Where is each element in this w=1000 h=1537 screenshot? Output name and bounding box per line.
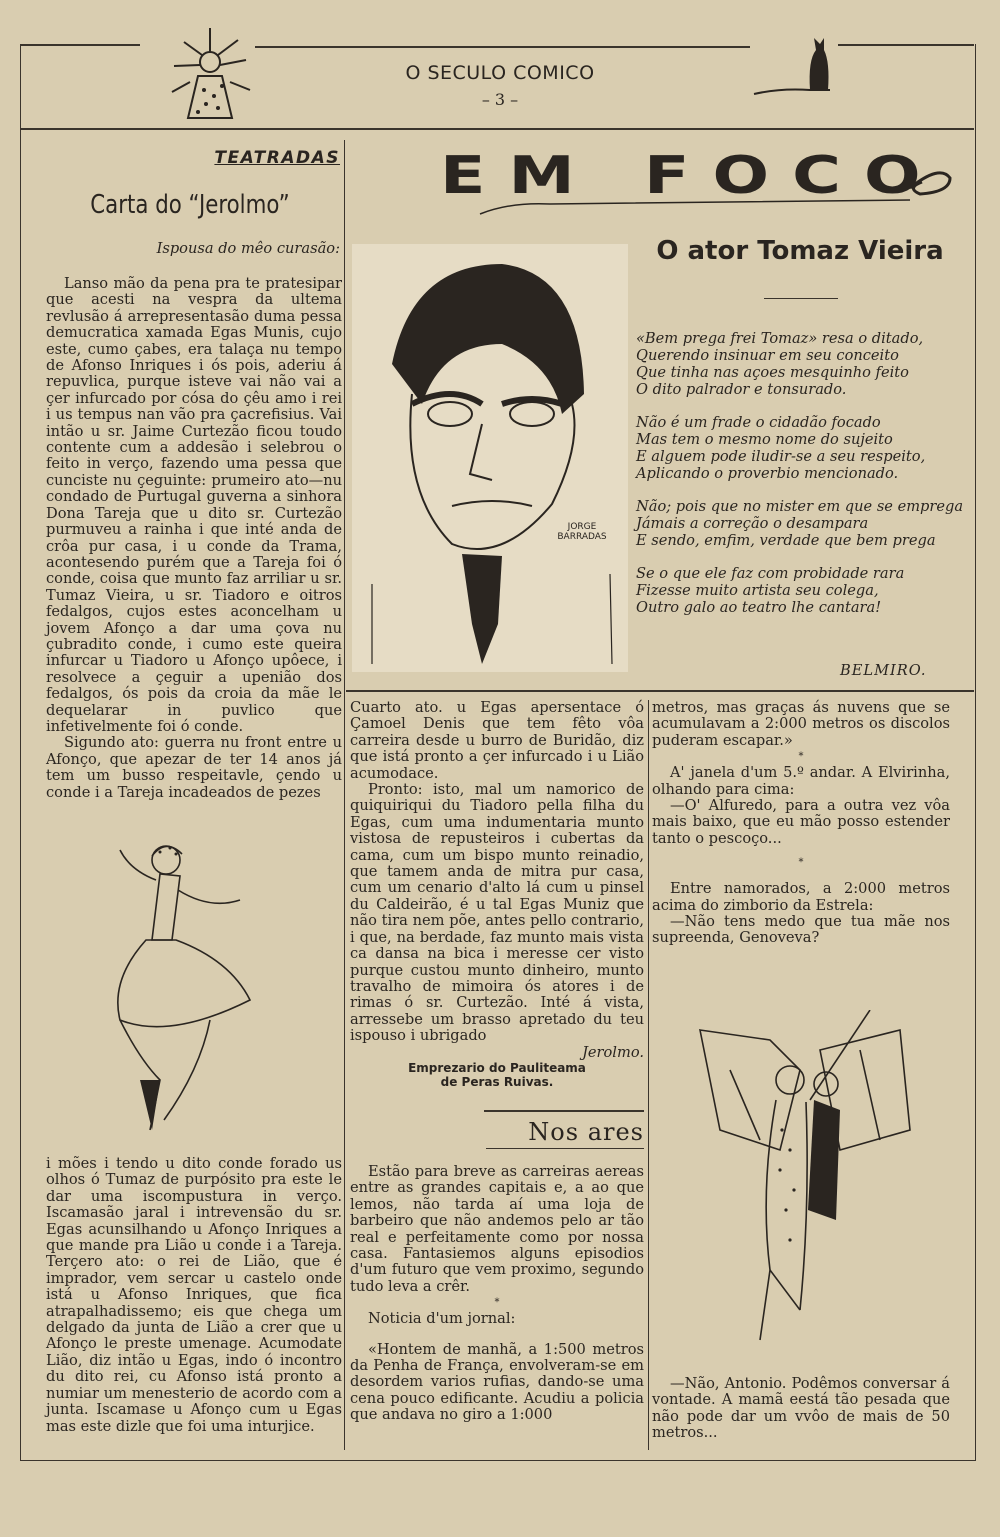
flying-couple-illustration <box>690 1010 920 1370</box>
em-foco-flourish <box>450 158 960 218</box>
clown-doll-icon <box>160 20 260 128</box>
paragraph: Noticia d'um jornal: <box>368 1310 516 1328</box>
paragraph: —O' Alfuredo, para a outra vez vôa mais baixo, que eu mão posso estender tanto o pescoço... <box>652 797 950 847</box>
paragraph: Sigundo ato: guerra nu front entre u Afonço, que apezar de ter 14 anos já tem um busso respeitavle, çendo u conde i a Tareja incadeados de pezes <box>46 734 342 801</box>
paragraph: —Não, Antonio. Podêmos conversar á vontade. A mamã eestá tão pesada que não pode dar um vvôo de mais de 50 metros... <box>652 1375 950 1442</box>
nos-ares-column-3-bottom <box>652 1376 950 1442</box>
paragraph: Entre namorados, a 2:000 metros acima do zimborio da Estrela: <box>652 880 950 914</box>
verse: «Bem prega frei Tomaz» resa o ditado, <box>636 330 924 347</box>
article-title-ator: O ator Tomaz Vieira <box>656 236 944 266</box>
nos-ares-column-2 <box>350 1164 644 1424</box>
em-foco-bottom-rule <box>346 690 974 692</box>
portrait-drawing <box>352 244 628 672</box>
article-title-carta: Carta do “Jerolmo” <box>90 190 290 220</box>
paragraph: Pronto: isto, mal um namorico de quiquiriqui du Tiadoro pella filha du Egas, cum uma indumentaria munto vistosa de repusteiros i cubertas da cama, cum um bispo munto reinadio, que tamem anda de mitra pur casa, cum um cenario d'alto lá cum u pinsel du Caldeirão, é u tal Egas Muniz que não tira nem põe, antes pello contrario, i que, na berdade, faz munto mais vista ca dansa na bica i meresse cer visto purque custou munto dinheiro, munto travalho de mimoira ós atores i de rimas ó sr. Curtezão. Inté á vista, arressebe um brasso apretado du teu ispouso i ubrigado <box>350 781 644 1045</box>
separator-star: * <box>798 857 804 869</box>
signature-title-line-2: de Peras Ruivas. <box>440 1074 554 1089</box>
verse: Jámais a correção o desampara <box>636 515 869 532</box>
verse: Querendo insinuar em seu conceito <box>636 347 899 364</box>
verse: E sendo, emfim, verdade que bem prega <box>636 532 936 549</box>
artist-credit: JORGE BARRADAS <box>557 522 607 542</box>
verse: Mas tem o mesmo nome do sujeito <box>636 431 893 448</box>
caricature-portrait <box>352 244 628 672</box>
signature-title-line-1: Emprezario do Pauliteama <box>408 1060 586 1075</box>
verse: Aplicando o proverbio mencionado. <box>636 465 899 482</box>
poem-author: BELMIRO. <box>840 662 927 679</box>
verse: E alguem pode iludir-se a seu respeito, <box>636 448 926 465</box>
stanza-1 <box>636 330 976 398</box>
verse: Não é um frade o cidadão focado <box>636 414 881 431</box>
dancer-illustration <box>90 830 260 1150</box>
paragraph: —Não tens medo que tua mãe nos supreenda, Genoveva? <box>652 913 950 947</box>
article-column-1-bottom <box>46 1156 342 1435</box>
section-heading-nos-ares: Nos ares <box>528 1118 644 1146</box>
paragraph: Cuarto ato. u Egas apersentace ó Çamoel Denis que tem fêto vôa carreira desde u burro de Buridão, diz que istá pronto a çer infurcado i u Lião acumodace. <box>350 699 644 782</box>
stanza-4 <box>636 565 976 616</box>
paragraph: metros, mas graças ás nuvens que se acumulavam a 2:000 metros os discolos puderam escapar.» <box>652 699 950 749</box>
verse: Não; pois que no mister em que se emprega <box>636 498 964 515</box>
separator-star: * <box>494 1297 500 1309</box>
nos-ares-column-3 <box>652 700 950 947</box>
newspaper-title: O SECULO COMICO <box>405 62 595 84</box>
stanza-2 <box>636 414 976 482</box>
page-number: – 3 – <box>481 90 519 109</box>
section-heading-em-foco: EM FOCO <box>440 146 944 206</box>
verse: O dito palrador e tonsurado. <box>636 381 847 398</box>
column-divider-2 <box>648 700 649 1450</box>
paragraph: «Hontem de manhã, a 1:500 metros da Penha de França, envolveram-se em desordem varios rufias, dando-se uma cena pouco edificante. Acudiu a policia que andava no giro a 1:000 <box>350 1340 644 1424</box>
cat-icon <box>750 30 840 100</box>
title-short-rule <box>764 298 838 299</box>
salutation: Ispousa do mêo curasão: <box>156 240 340 257</box>
paragraph: Estão para breve as carreiras aereas entre as grandes capitais e, a ao que lemos, não tarda aí uma loja de barbeiro que não andemos pelo ar tão real e perfeitamente como por nossa casa. Fantasiemos alguns episodios d'um futuro que vem proximo, segundo tudo leva a crêr. <box>350 1163 644 1295</box>
verse: Fizesse muito artista seu colega, <box>636 582 879 599</box>
verse: Se o que ele faz com probidade rara <box>636 565 905 582</box>
paragraph: Lanso mão da pena pra te pratesipar que acesti na vespra da ultema revlusão á arrepresentasão duma pessa demucratica xamada Egas Munis, cujo este, cumo çabes, era talaça nu tempo de Afonso Inriques i ós pois, aderiu á repuvlica, purque isteve vai não vai a çer infurcado por cósa do çêu amo i rei i us tempus nan vão pra çacrefisius. Vai intão u sr. Jaime Curtezão ficou toudo contente cum a addesão i selebrou o feito in verço, fazendo uma pessa que cunciste nu çeguinte: prumeiro ato—nu condado de Purtugal guverna a sinhora Dona Tareja que u dito sr. Curtezão purmuveu a rainha i que inté anda de crôa pur casa, i u conde da Trama, acontesendo purém que a Tareja foi ó conde, coisa que munto faz arriliar u sr. Tumaz Vieira, u sr. Tiadoro e oitros fedalgos, cujos estes aconcelham u jovem Afonço a dar uma çova nu çubradito conde, i cumo este queira infurcar u Tiadoro u Afonço upôece, i resolvece a çeguir a upenião dos fedalgos, ós pois da croia da mãe le dequelarar in puvlico que infetivelmente foi ó conde. <box>46 275 342 735</box>
nos-ares-top-rule <box>484 1110 644 1112</box>
paragraph: A' janela d'um 5.º andar. A Elvirinha, olhando para cima: <box>652 764 950 798</box>
verse: Que tinha nas açoes mesquinho feito <box>636 364 909 381</box>
separator-star: * <box>798 751 804 763</box>
column-divider-1 <box>344 140 345 1450</box>
article-column-2 <box>350 700 644 1089</box>
nos-ares-underline <box>486 1148 644 1149</box>
verse: Outro galo ao teatro lhe cantara! <box>636 599 882 616</box>
stanza-3 <box>636 498 976 549</box>
sonnet <box>636 330 976 632</box>
article-column-1-top <box>46 276 342 801</box>
section-heading-teatradas: TEATRADAS <box>214 148 340 168</box>
signature: Jerolmo. <box>582 1043 644 1061</box>
paragraph: i mões i tendo u dito conde forado us olhos ó Tumaz de purpósito pra este le dar uma iscompustura in verço. Iscamasão jaral i intrevensão du sr. Egas acunsilhando u Afonço Inriques a que mande pra Lião u conde i a Tareja. Terçero ato: o rei de Lião, que é imprador, vem sercar u castelo onde istá u Afonso Inriques, que fica atrapalhadissemo; eis que chega um delgado da junta de Lião a crer que u Afonço le preste umenage. Acumodate Lião, diz intão u Egas, indo ó incontro du dito rei, cu Afonso istá pronto a numiar um menesterio de acordo com a junta. Iscamase u Afonço cum u Egas mas este dizle que foi uma inturjice. <box>46 1155 342 1435</box>
